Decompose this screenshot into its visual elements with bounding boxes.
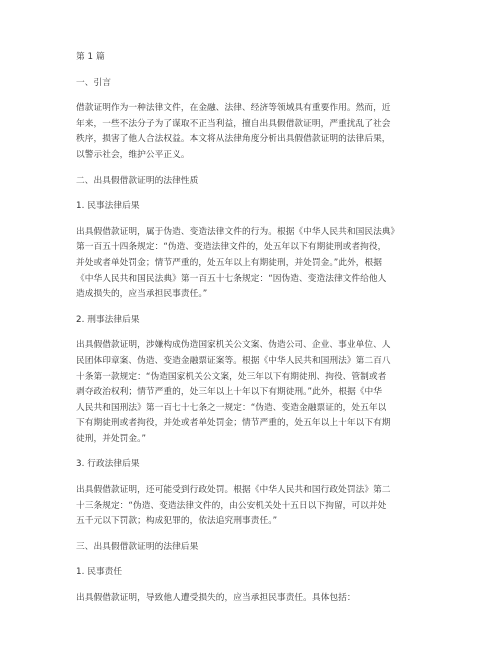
text-line: 民团体印章案、伪造、变造金融票证案等。根据《中华人民共和国刑法》第二百八: [76, 355, 391, 366]
text-line: 并处或者单处罚金；情节严重的，处五年以上有期徒刑，并处罚金。”此外，根据: [76, 257, 383, 268]
text-line: 造成损失的，应当承担民事责任。”: [76, 289, 208, 300]
section-heading-nature: 二、出具假借款证明的法律性质: [76, 175, 199, 186]
text-line: 秩序，损害了他人合法权益。本文将从法律角度分析出具假借款证明的法律后果，: [76, 134, 391, 145]
paragraph-criminal-nature: [76, 338, 428, 447]
section-heading-intro: 一、引言: [76, 77, 111, 88]
text-line: 五千元以下罚款；构成犯罪的，依法追究刑事责任。”: [76, 516, 278, 527]
text-line: 徒刑，并处罚金。”: [76, 433, 147, 444]
text-line: 第一百五十四条规定：“伪造、变造法律文件的，处五年以下有期徒刑或者拘役，: [76, 242, 387, 253]
text-line: 以警示社会，维护公平正义。: [76, 149, 190, 160]
subheading-civil-nature: 1. 民事法律后果: [76, 201, 140, 212]
document-body: [76, 50, 428, 617]
subheading-criminal-nature: 2. 刑事法律后果: [76, 314, 140, 325]
text-line: 出具假借款证明，导致他人遭受损失的，应当承担民事责任。具体包括：: [76, 593, 356, 604]
subheading-civil-liability: 1. 民事责任: [76, 567, 123, 578]
text-line: 借款证明作为一种法律文件，在金融、法律、经济等领域具有重要作用。然而，近: [76, 103, 391, 114]
text-line: 十条第一款规定：“伪造国家机关公文案，处三年以下有期徒刑、拘役、管制或者: [76, 371, 387, 382]
paragraph-intro: [76, 101, 428, 163]
text-line: 出具假借款证明，还可能受到行政处罚。根据《中华人民共和国行政处罚法》第二: [76, 485, 391, 496]
text-line: 出具假借款证明，属于伪造、变造法律文件的行为。根据《中华人民共和国民法典》: [76, 226, 400, 237]
paragraph-admin-nature: [76, 483, 428, 530]
subheading-admin-nature: 3. 行政法律后果: [76, 459, 140, 470]
paragraph-civil-nature: [76, 225, 428, 303]
text-line: 年来，一些不法分子为了谋取不正当利益，擅自出具假借款证明，严重扰乱了社会: [76, 118, 391, 129]
text-line: 人民共和国刑法》第一百七十七条之一规定：“伪造、变造金融票证的，处五年以: [76, 402, 387, 413]
text-line: 剥夺政治权利；情节严重的，处三年以上十年以下有期徒刑。”此外，根据《中华: [76, 387, 383, 398]
text-line: 出具假借款证明，涉嫌构成伪造国家机关公文案、伪造公司、企业、事业单位、人: [76, 340, 391, 351]
text-line: 下有期徒刑或者拘役，并处或者单处罚金；情节严重的，处五年以上十年以下有期: [76, 418, 391, 429]
page-label: 第 1 篇: [76, 52, 105, 62]
text-line: 十三条规定：“伪造、变造法律文件的，由公安机关处十五日以下拘留，可以并处: [76, 500, 387, 511]
text-line: 《中华人民共和国民法典》第一百五十七条规定：“因伪造、变造法律文件给他人: [76, 273, 387, 284]
paragraph-civil-liability: [76, 591, 428, 607]
section-heading-consequences: 三、出具假借款证明的法律后果: [76, 541, 199, 552]
